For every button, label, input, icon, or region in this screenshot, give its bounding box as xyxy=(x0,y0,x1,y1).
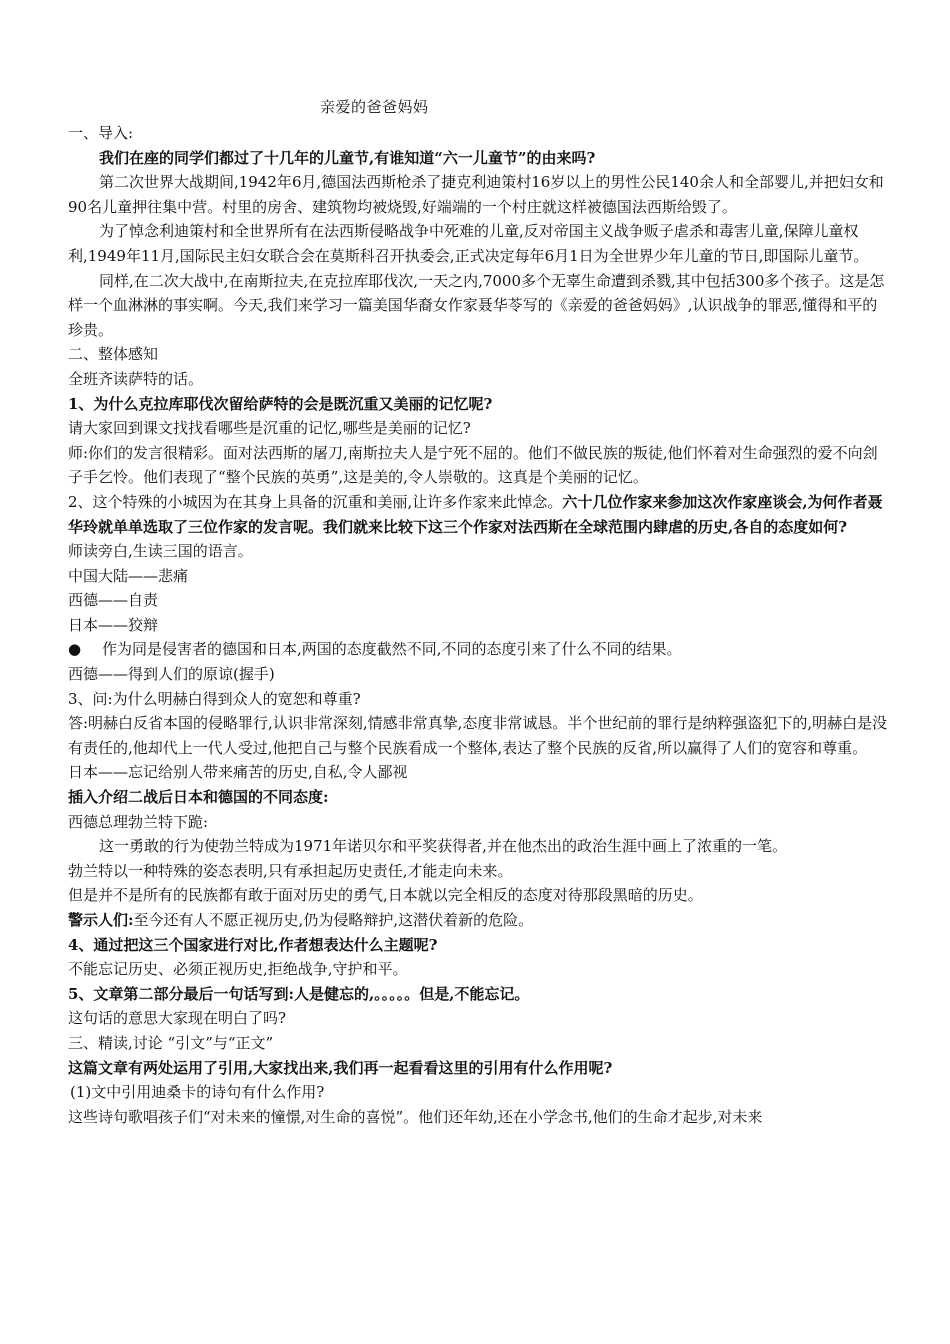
question-3: 3、问:为什么明赫白得到众人的宽恕和尊重? xyxy=(68,689,361,708)
insert-heading: 插入介绍二战后日本和德国的不同态度: xyxy=(68,788,329,807)
question-4: 4、通过把这三个国家进行对比,作者想表达什么主题呢? xyxy=(68,935,438,954)
bullet-item: ● 作为同是侵害者的德国和日本,两国的态度截然不同,不同的态度引来了什么不同的结果。 xyxy=(68,637,888,662)
section-heading-intro: 一、导入: xyxy=(68,124,134,142)
document-body xyxy=(68,121,888,1129)
warning-label: 警示人们: xyxy=(68,911,134,929)
country-attitude-china: 中国大陆——悲痛 xyxy=(68,566,189,585)
paragraph: 但是并不是所有的民族都有敢于面对历史的勇气,日本就以完全相反的态度对待那段黑暗的历史。 xyxy=(68,886,703,905)
paragraph: 这一勇敢的行为使勃兰特成为1971年诺贝尔和平奖获得者,并在他杰出的政治生涯中画上了浓重的一笔。 xyxy=(99,837,787,856)
paragraph: 西德——得到人们的原谅(握手) xyxy=(68,665,275,684)
paragraph: 日本——忘记给别人带来痛苦的历史,自私,令人鄙视 xyxy=(68,763,408,782)
paragraph: 第二次世界大战期间,1942年6月,德国法西斯枪杀了捷克利迪策村16岁以上的男性公民140余人和全部婴儿,并把妇女和90名儿童押往集中营。村里的房舍、建筑物均被烧毁,好端端的一个村庄就这样被德国法西斯给毁了。 xyxy=(68,173,884,216)
section-heading-overview: 二、整体感知 xyxy=(68,345,159,364)
paragraph: 师读旁白,生读三国的语言。 xyxy=(68,542,253,561)
question-2 xyxy=(68,490,888,539)
paragraph: 全班齐读萨特的话。 xyxy=(68,369,204,388)
paragraph: 不能忘记历史、必须正视历史,拒绝战争,守护和平。 xyxy=(68,960,408,979)
paragraph: 我们在座的同学们都过了十几年的儿童节,有谁知道“六一儿童节”的由来吗? xyxy=(99,148,596,167)
warning-paragraph xyxy=(68,908,888,933)
paragraph: 请大家回到课文找找看哪些是沉重的记忆,哪些是美丽的记忆? xyxy=(68,419,471,438)
paragraph: 这句话的意思大家现在明白了吗? xyxy=(68,1009,287,1028)
paragraph: 这篇文章有两处运用了引用,大家找出来,我们再一起看看这里的引用有什么作用呢? xyxy=(68,1058,613,1077)
country-attitude-japan: 日本——狡辩 xyxy=(68,615,159,634)
answer-3: 答:明赫白反省本国的侵略罪行,认识非常深刻,情感非常真挚,态度非常诚恳。半个世纪前的罪行是纳粹强盗犯下的,明赫白是没有责任的,他却代上一代人受过,他把自己与整个民族看成一个整体,表达了整个民族的反省,所以赢得了人们的宽容和尊重。 xyxy=(68,714,888,757)
document-title: 亲爱的爸爸妈妈 xyxy=(320,98,429,116)
paragraph: 为了悼念利迪策村和全世界所有在法西斯侵略战争中死难的儿童,反对帝国主义战争贩子虐杀和毒害儿童,保障儿童权利,1949年11月,国际民主妇女联合会在莫斯科召开执委会,正式决定每年6月1日为全世界少年儿童的节日,即国际儿童节。 xyxy=(68,222,869,265)
paragraph: 这些诗句歌唱孩子们“对未来的憧憬,对生命的喜悦”。他们还年幼,还在小学念书,他们的生命才起步,对未来 xyxy=(68,1107,763,1126)
paragraph: 师:你们的发言很精彩。面对法西斯的屠刀,南斯拉夫人是宁死不屈的。他们不做民族的叛徒,他们怀着对生命强烈的爱不向刽子手乞怜。他们表现了“整个民族的英勇”,这是美的,令人崇敬的。这真是个美丽的记忆。 xyxy=(68,443,878,487)
question-2-bold: 六十几位作家来参加这次作家座谈会,为何作者聂华玲就单单选取了三位作家的发言呢。我们就来比较下这三个作家对法西斯在全球范围内肆虐的历史,各自的态度如何? xyxy=(68,492,883,536)
paragraph: 西德总理勃兰特下跪: xyxy=(68,812,209,831)
paragraph: 同样,在二次大战中,在南斯拉夫,在克拉库耶伐次,一天之内,7000多个无辜生命遭到杀戮,其中包括300多个孩子。这是怎样一个血淋淋的事实啊。今天,我们来学习一篇美国华裔女作家聂华苓写的《亲爱的爸爸妈妈》,认识战争的罪恶,懂得和平的珍贵。 xyxy=(68,271,885,339)
paragraph: 勃兰特以一种特殊的姿态表明,只有承担起历史责任,才能走向未来。 xyxy=(68,861,513,880)
question-2-lead: 2、这个特殊的小城因为在其身上具备的沉重和美丽,让许多作家来此悼念。 xyxy=(68,492,563,511)
sub-question-1: (1)文中引用迪桑卡的诗句有什么作用? xyxy=(70,1083,325,1102)
warning-text: 至今还有人不愿正视历史,仍为侵略辩护,这潜伏着新的危险。 xyxy=(133,911,534,929)
question-1: 1、为什么克拉库耶伐次留给萨特的会是既沉重又美丽的记忆呢? xyxy=(68,394,493,413)
country-attitude-west-germany: 西德——自责 xyxy=(68,591,159,610)
question-5: 5、文章第二部分最后一句话写到:人是健忘的,。。。。。但是,不能忘记。 xyxy=(68,984,530,1003)
section-heading-close-reading: 三、精读,讨论 “引文”与“正文” xyxy=(68,1033,274,1052)
